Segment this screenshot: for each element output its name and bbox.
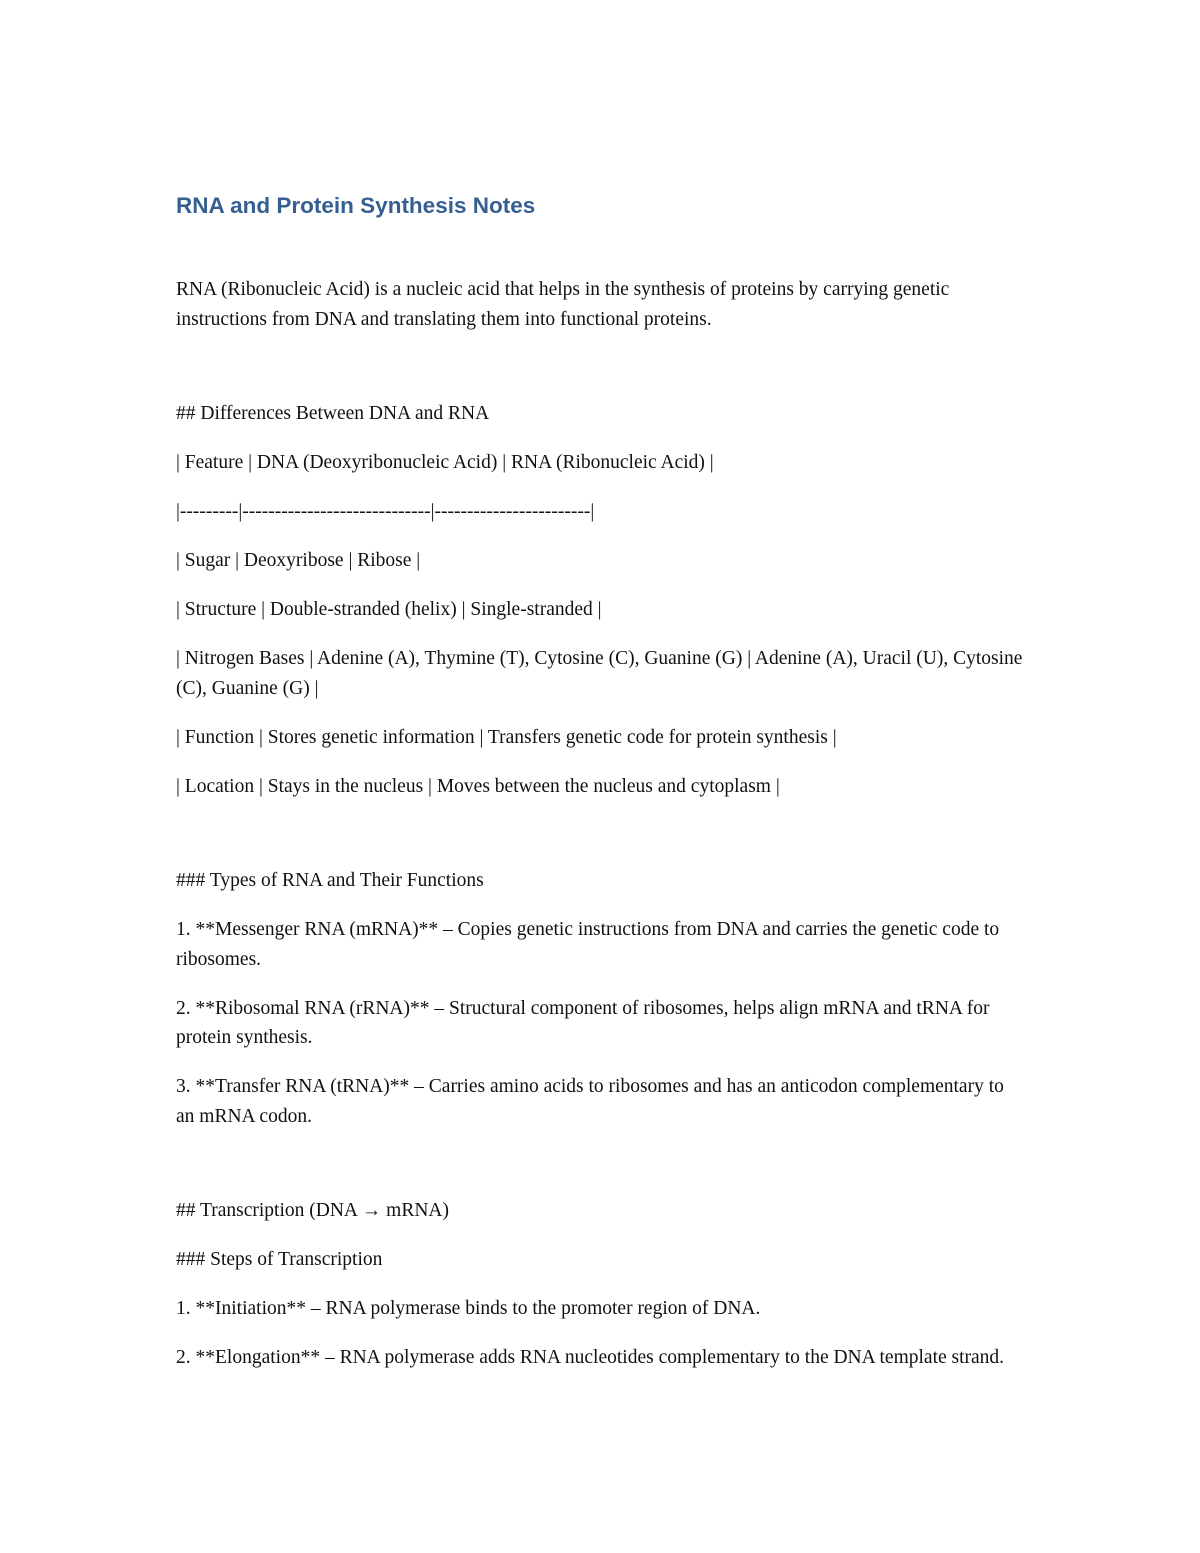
table-row: | Function | Stores genetic information | Transfers genetic code for protein synthesis |	[176, 726, 837, 748]
list-item: 3. **Transfer RNA (tRNA)** – Carries amino acids to ribosomes and has an anticodon complementary to an mRNA codon.	[176, 1076, 1004, 1127]
list-item: 1. **Initiation** – RNA polymerase binds to the promoter region of DNA.	[176, 1298, 761, 1319]
table-row: | Nitrogen Bases | Adenine (A), Thymine (T), Cytosine (C), Guanine (G) | Adenine (A), Uracil (U), Cytosine (C), Guanine (G) |	[176, 648, 1023, 699]
list-item: 1. **Messenger RNA (mRNA)** – Copies genetic instructions from DNA and carries the genetic code to ribosomes.	[176, 919, 1000, 970]
document-body	[176, 190, 1026, 1373]
table-row: | Feature | DNA (Deoxyribonucleic Acid) | RNA (Ribonucleic Acid) |	[176, 452, 714, 473]
transcription-heading: ## Transcription (DNA → mRNA)	[176, 1200, 450, 1221]
spacer	[176, 222, 1026, 275]
spacer	[176, 1131, 1026, 1196]
differences-heading: ## Differences Between DNA and RNA	[176, 403, 490, 424]
document-title: RNA and Protein Synthesis Notes	[176, 193, 536, 218]
transcription-steps-heading: ### Steps of Transcription	[176, 1249, 383, 1270]
table-separator-row: |---------|-----------------------------|------------------------|	[176, 501, 595, 522]
table-row: | Sugar | Deoxyribose | Ribose |	[176, 550, 421, 571]
spacer	[176, 334, 1026, 399]
intro-paragraph: RNA (Ribonucleic Acid) is a nucleic acid that helps in the synthesis of proteins by carrying genetic instructions from DNA and translating them into functional proteins.	[176, 279, 950, 330]
types-heading: ### Types of RNA and Their Functions	[176, 870, 484, 891]
spacer	[176, 801, 1026, 866]
table-row: | Location | Stays in the nucleus | Moves between the nucleus and cytoplasm |	[176, 775, 780, 797]
list-item: 2. **Ribosomal RNA (rRNA)** – Structural component of ribosomes, helps align mRNA and tRNA for protein synthesis.	[176, 997, 990, 1048]
list-item: 2. **Elongation** – RNA polymerase adds RNA nucleotides complementary to the DNA template strand.	[176, 1347, 1005, 1368]
table-row: | Structure | Double-stranded (helix) | Single-stranded |	[176, 599, 602, 620]
